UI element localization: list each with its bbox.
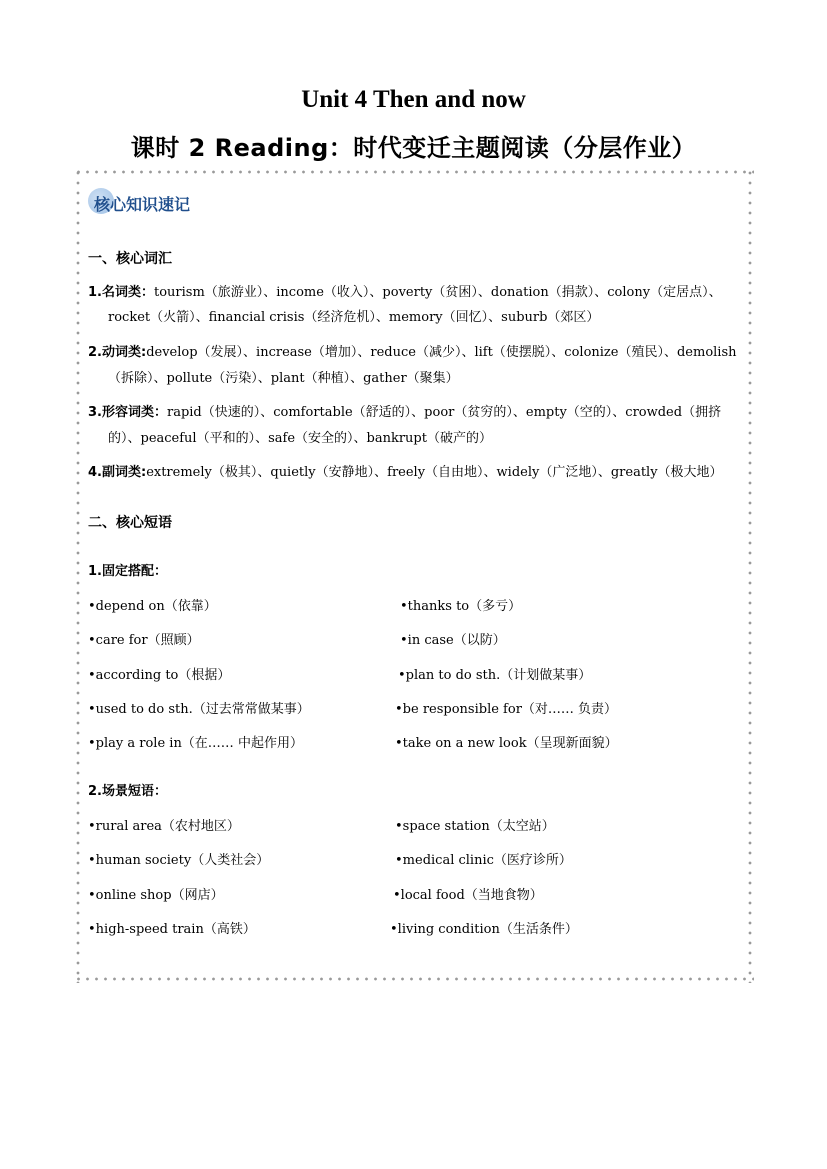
adv-label: 4.副词类: — [88, 465, 147, 480]
nouns-line-1 — [88, 284, 722, 302]
fixed-phrase: •take on a new look（呈现新面貌） — [395, 736, 618, 751]
adj-line-1 — [88, 404, 721, 422]
adj-text-1: rapid（快速的）、comfortable（舒适的）、poor（贫穷的）、empty（空的）、crowded（拥挤 — [166, 405, 722, 420]
fixed-phrase: •care for（照顾） — [88, 633, 200, 648]
scene-label: 2.场景短语： — [88, 784, 167, 799]
fixed-label: 1.固定搭配： — [88, 564, 167, 579]
section-header — [88, 186, 228, 220]
scene-phrase: •local food（当地食物） — [393, 888, 543, 903]
scene-phrase: •human society（人类社会） — [88, 853, 270, 868]
verbs-line-2: （拆除）、pollute（污染）、plant（种植）、gather（聚集） — [108, 371, 459, 386]
document-subtitle: 课时 2 Reading：时代变迁主题阅读（分层作业） — [130, 134, 697, 162]
adj-line-2: 的）、peaceful（平和的）、safe（安全的）、bankrupt（破产的） — [108, 431, 492, 446]
adv-line-1 — [88, 464, 723, 482]
phrases-heading: 二、核心短语 — [88, 515, 172, 531]
fixed-phrase: •plan to do sth.（计划做某事） — [398, 668, 592, 683]
nouns-label: 1.名词类： — [88, 285, 154, 300]
frame-right-border — [746, 168, 754, 983]
vocab-heading: 一、核心词汇 — [88, 251, 172, 267]
adj-label: 3.形容词类： — [88, 405, 167, 420]
fixed-phrase: •used to do sth.（过去常常做某事） — [88, 702, 310, 717]
frame-left-border — [74, 168, 82, 983]
scene-phrase: •living condition（生活条件） — [390, 922, 578, 937]
fixed-phrase: •thanks to（多亏） — [400, 599, 522, 614]
scene-phrase: •rural area（农村地区） — [88, 819, 240, 834]
nouns-text-1: tourism（旅游业）、income（收入）、poverty（贫困）、donation（捐款）、colony（定居点）、 — [153, 285, 722, 300]
frame-top-border — [74, 168, 754, 176]
section-header-label: 核心知识速记 — [94, 195, 191, 214]
adv-text-1: extremely（极其）、quietly（安静地）、freely（自由地）、widely（广泛地）、greatly（极大地） — [146, 465, 723, 480]
fixed-phrase: •play a role in（在…… 中起作用） — [88, 736, 303, 751]
frame-bottom-border — [74, 975, 754, 983]
scene-phrase: •medical clinic（医疗诊所） — [395, 853, 572, 868]
verbs-line-1 — [88, 344, 737, 362]
verbs-label: 2.动词类: — [88, 345, 147, 360]
fixed-phrase: •according to（根据） — [88, 668, 231, 683]
nouns-line-2: rocket（火箭）、financial crisis（经济危机）、memory（回忆）、suburb（郊区） — [108, 310, 600, 325]
scene-phrase: •space station（太空站） — [395, 819, 555, 834]
verbs-text-1: develop（发展）、increase（增加）、reduce（减少）、lift（使摆脱）、colonize（殖民）、demolish — [146, 345, 737, 360]
fixed-phrase: •in case（以防） — [400, 633, 506, 648]
fixed-phrase: •be responsible for（对…… 负责） — [395, 702, 618, 717]
document-title: Unit 4 Then and now — [301, 86, 526, 113]
scene-phrase: •online shop（网店） — [88, 888, 224, 903]
scene-phrase: •high-speed train（高铁） — [88, 922, 256, 937]
fixed-phrase: •depend on（依靠） — [88, 599, 217, 614]
